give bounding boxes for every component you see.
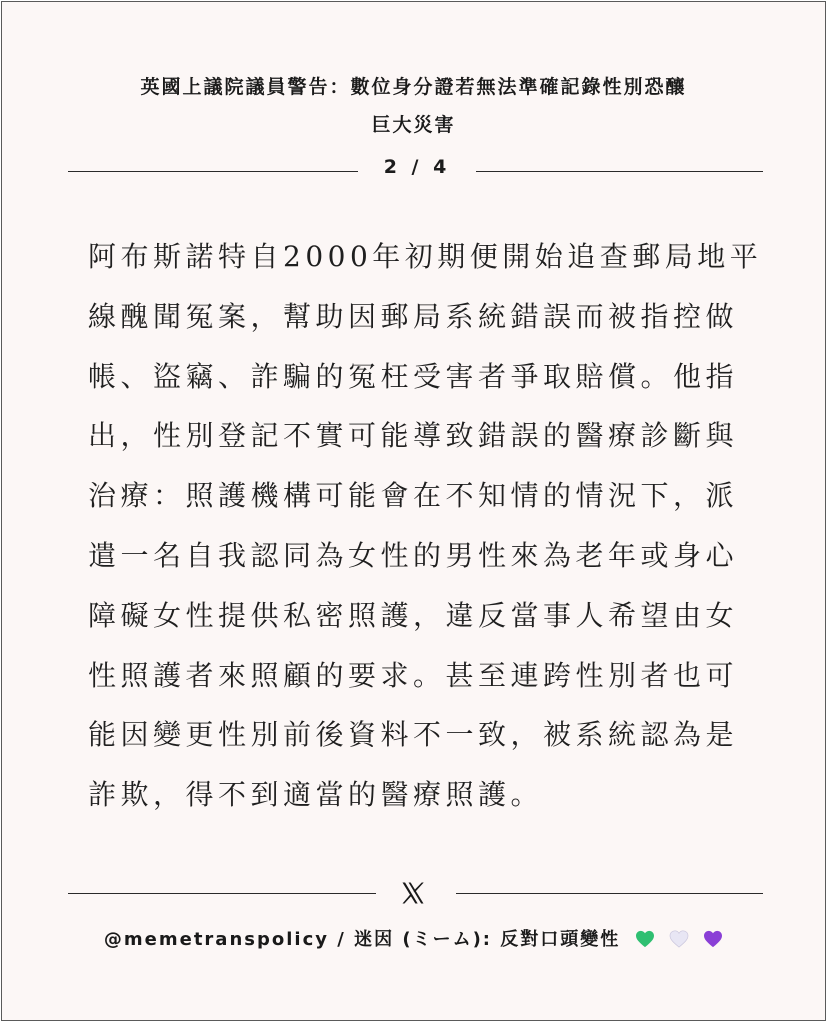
body-line: 線醜聞冤案，幫助因郵局系統錯誤而被指控做 (88, 299, 739, 333)
post-card (1, 1, 826, 1021)
body-line: 障礙女性提供私密照護，違反當事人希望由女 (88, 598, 739, 632)
body-line: 治療：照護機構可能會在不知情的情況下，派 (88, 479, 739, 513)
body-line: 能因變更性別前後資料不一致，被系統認為是 (88, 718, 739, 752)
body-line: 阿布斯諾特自2000年初期便開始追查郵局地平 (88, 240, 763, 273)
page-indicator: 2 / 4 (383, 156, 448, 178)
divider-right (476, 171, 763, 172)
purple-heart-icon (703, 930, 723, 948)
footer-credit (2, 925, 825, 951)
white-heart-icon (669, 930, 689, 948)
title-line-1: 英國上議院議員警告：數位身分證若無法準確記錄性別恐釀 (140, 76, 687, 98)
platform-separator (68, 876, 763, 910)
page-indicator-separator (68, 154, 763, 186)
green-heart-icon (635, 930, 655, 948)
body-line: 性照護者來照顧的要求。甚至連跨性別者也可 (88, 658, 739, 692)
body-line: 出，性別登記不實可能導致錯誤的醫療診斷與 (88, 419, 739, 453)
body-line: 詐欺，得不到適當的醫療照護。 (88, 778, 544, 812)
title-line-2: 巨大災害 (371, 114, 456, 136)
footer-handle: @memetranspolicy / 迷因 (ミーム): 反對口頭變性 (103, 929, 621, 950)
divider-left (68, 893, 376, 894)
post-title (2, 68, 825, 144)
body-line: 遣一名自我認同為女性的男性來為老年或身心 (88, 538, 739, 572)
divider-right (456, 893, 763, 894)
body-paragraph (88, 227, 763, 825)
x-logo-icon (399, 879, 427, 907)
body-line: 帳、盜竊、詐騙的冤枉受害者爭取賠償。他指 (88, 359, 739, 393)
